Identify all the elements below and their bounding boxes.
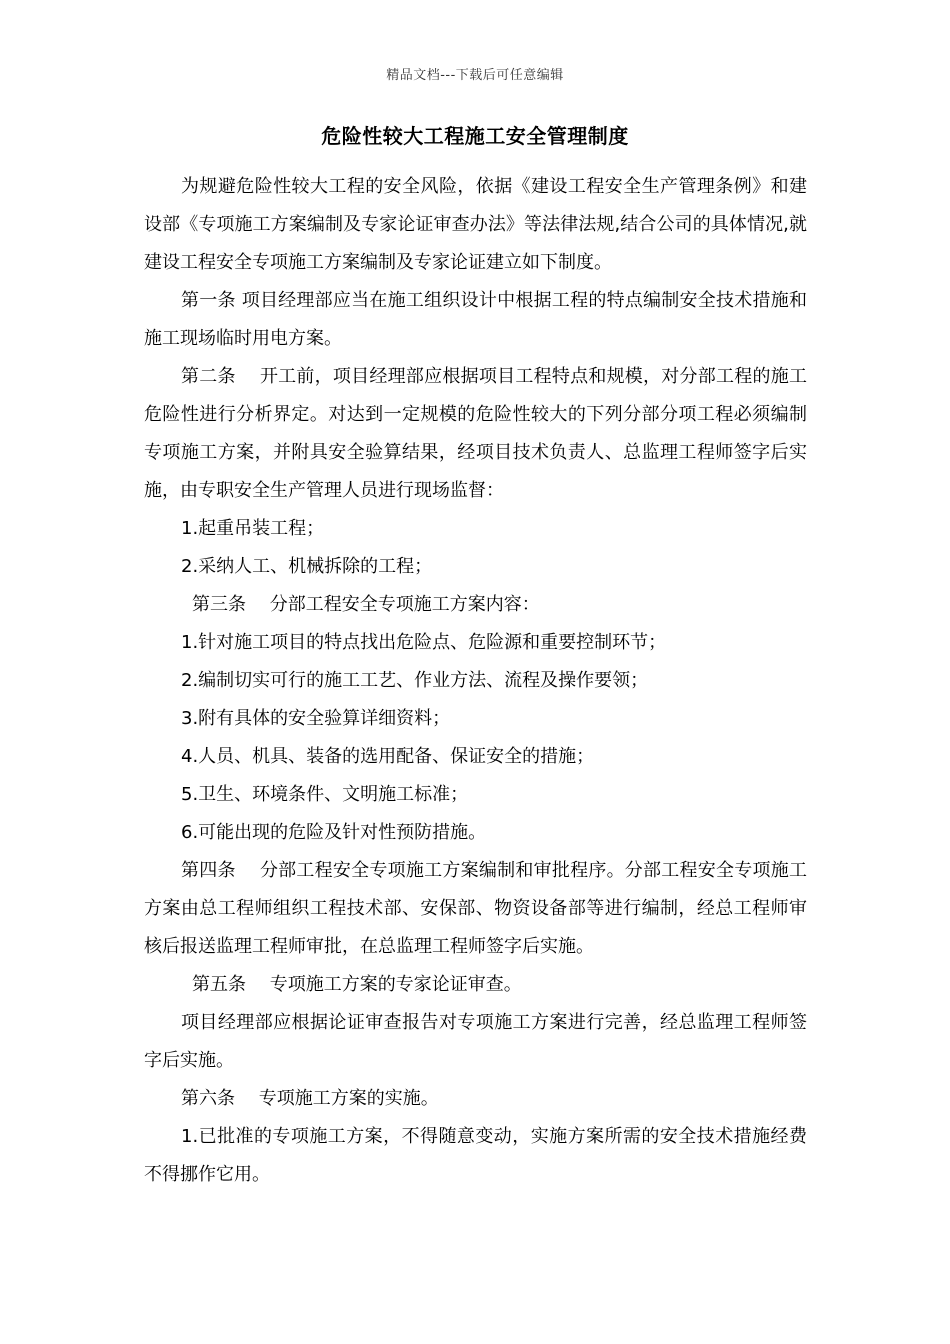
document-body <box>144 168 807 1194</box>
document-title: 危险性较大工程施工安全管理制度 <box>321 124 629 148</box>
article-3-item: 3.附有具体的安全验算详细资料； <box>181 708 451 729</box>
article-3: 第三条 分部工程安全专项施工方案内容： <box>192 594 540 615</box>
article-2: 第二条 开工前，项目经理部应根据项目工程特点和规模，对分部工程的施工危险性进行分析界定。对达到一定规模的危险性较大的下列分部分项工程必须编制专项施工方案，并附具安全验算结果，经项目技术负责人、总监理工程师签字后实施，由专职安全生产管理人员进行现场监督： <box>144 366 807 501</box>
article-3-item: 1.针对施工项目的特点找出危险点、危险源和重要控制环节； <box>181 632 667 653</box>
article-1: 第一条 项目经理部应当在施工组织设计中根据工程的特点编制安全技术措施和施工现场临时用电方案。 <box>144 290 807 349</box>
article-3-item: 6.可能出现的危险及针对性预防措施。 <box>181 822 487 843</box>
article-5-body: 项目经理部应根据论证审查报告对专项施工方案进行完善，经总监理工程师签字后实施。 <box>144 1012 807 1071</box>
article-4: 第四条 分部工程安全专项施工方案编制和审批程序。分部工程安全专项施工方案由总工程师组织工程技术部、安保部、物资设备部等进行编制，经总工程师审核后报送监理工程师审批，在总监理工程师签字后实施。 <box>144 860 807 957</box>
article-6: 第六条 专项施工方案的实施。 <box>181 1088 439 1109</box>
article-3-item: 4.人员、机具、装备的选用配备、保证安全的措施； <box>181 746 595 767</box>
article-2-item: 2.采纳人工、机械拆除的工程； <box>181 556 433 577</box>
article-3-item: 5.卫生、环境条件、文明施工标准； <box>181 784 469 805</box>
article-3-item: 2.编制切实可行的施工工艺、作业方法、流程及操作要领； <box>181 670 649 691</box>
article-5: 第五条 专项施工方案的专家论证审查。 <box>192 974 522 995</box>
article-2-item: 1.起重吊装工程； <box>181 518 325 539</box>
article-6-item: 1.已批准的专项施工方案，不得随意变动，实施方案所需的安全技术措施经费不得挪作它用。 <box>144 1126 807 1185</box>
intro-paragraph: 为规避危险性较大工程的安全风险，依据《建设工程安全生产管理条例》和建设部《专项施工方案编制及专家论证审查办法》等法律法规,结合公司的具体情况,就建设工程安全专项施工方案编制及专家论证建立如下制度。 <box>144 176 807 273</box>
page-header-note: 精品文档---下载后可任意编辑 <box>386 68 564 83</box>
